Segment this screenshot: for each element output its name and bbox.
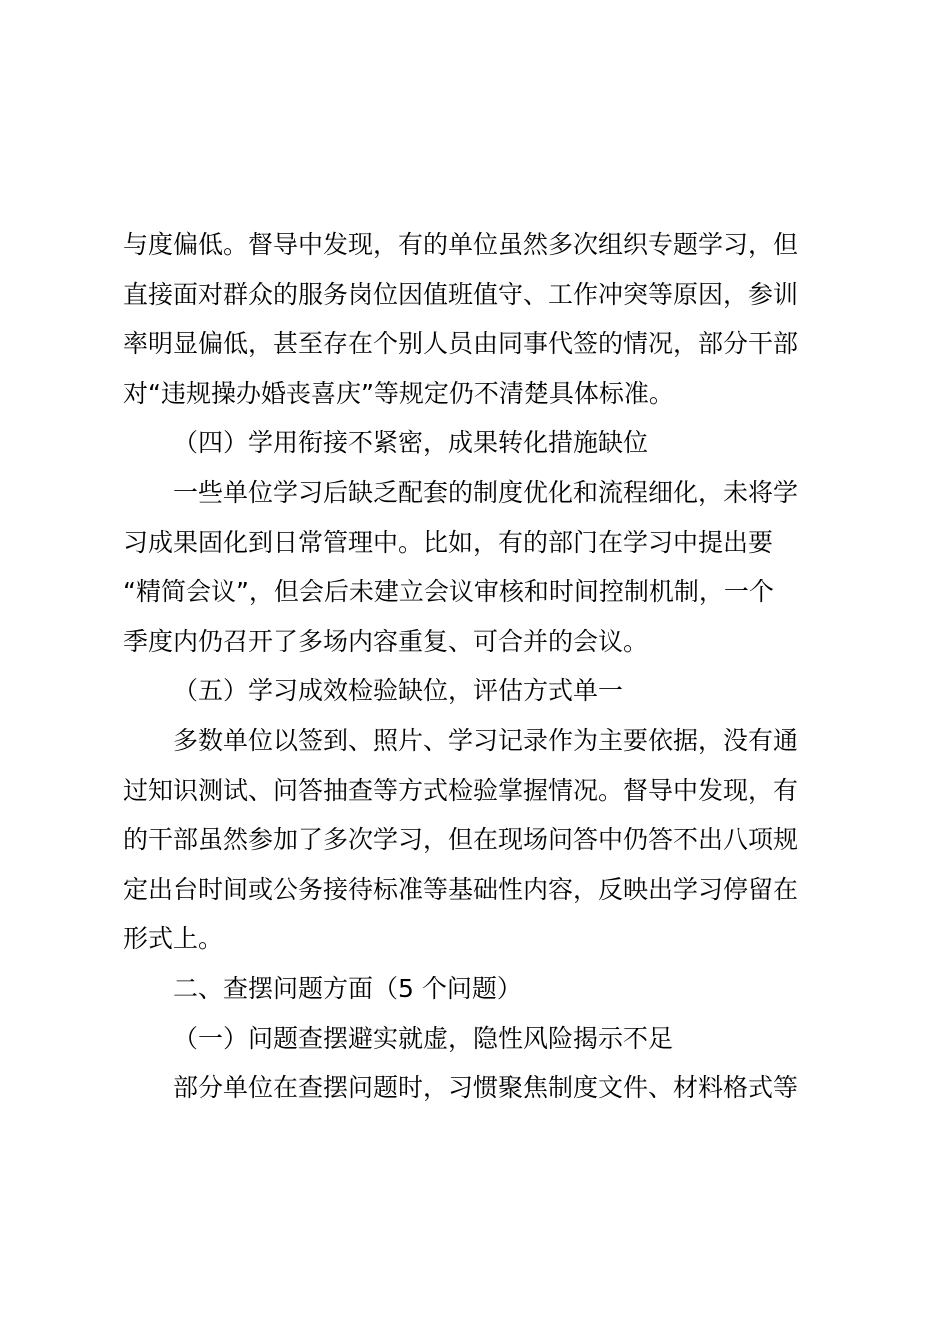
body-line: 率明显偏低，甚至存在个别人员由同事代签的情况，部分干部 xyxy=(123,329,799,359)
body-line: 过知识测试、问答抽查等方式检验掌握情况。督导中发现，有 xyxy=(123,775,799,805)
section-subheading: （四）学用衔接不紧密，成果转化措施缺位 xyxy=(173,428,649,458)
body-line: 习成果固化到日常管理中。比如，有的部门在学习中提出要 xyxy=(123,527,774,557)
body-line: 对“违规操办婚丧喜庆”等规定仍不清楚具体标准。 xyxy=(123,378,674,408)
body-line: 与度偏低。督导中发现，有的单位虽然多次组织专题学习，但 xyxy=(123,230,799,259)
paragraph-first-line: 一些单位学习后缺乏配套的制度优化和流程细化，未将学 xyxy=(173,477,799,507)
body-line: 定出台时间或公务接待标准等基础性内容，反映出学习停留在 xyxy=(123,874,799,904)
paragraph-first-line: 部分单位在查摆问题时，习惯聚焦制度文件、材料格式等 xyxy=(173,1073,799,1103)
section-subheading: （五）学习成效检验缺位，评估方式单一 xyxy=(173,676,624,706)
document-body xyxy=(123,220,817,1113)
section-subheading: （一）问题查摆避实就虚，隐性风险揭示不足 xyxy=(173,1023,674,1053)
body-line: 的干部虽然参加了多次学习，但在现场问答中仍答不出八项规 xyxy=(123,825,799,855)
body-line: “精简会议”，但会后未建立会议审核和时间控制机制，一个 xyxy=(123,577,774,607)
body-line: 直接面对群众的服务岗位因值班值守、工作冲突等原因，参训 xyxy=(123,279,799,309)
paragraph-first-line: 多数单位以签到、照片、学习记录作为主要依据，没有通 xyxy=(173,725,799,755)
body-line: 形式上。 xyxy=(123,924,224,954)
section-heading: 二、查摆问题方面（5 个问题） xyxy=(173,973,522,1003)
body-line: 季度内仍召开了多场内容重复、可合并的会议。 xyxy=(123,626,649,656)
